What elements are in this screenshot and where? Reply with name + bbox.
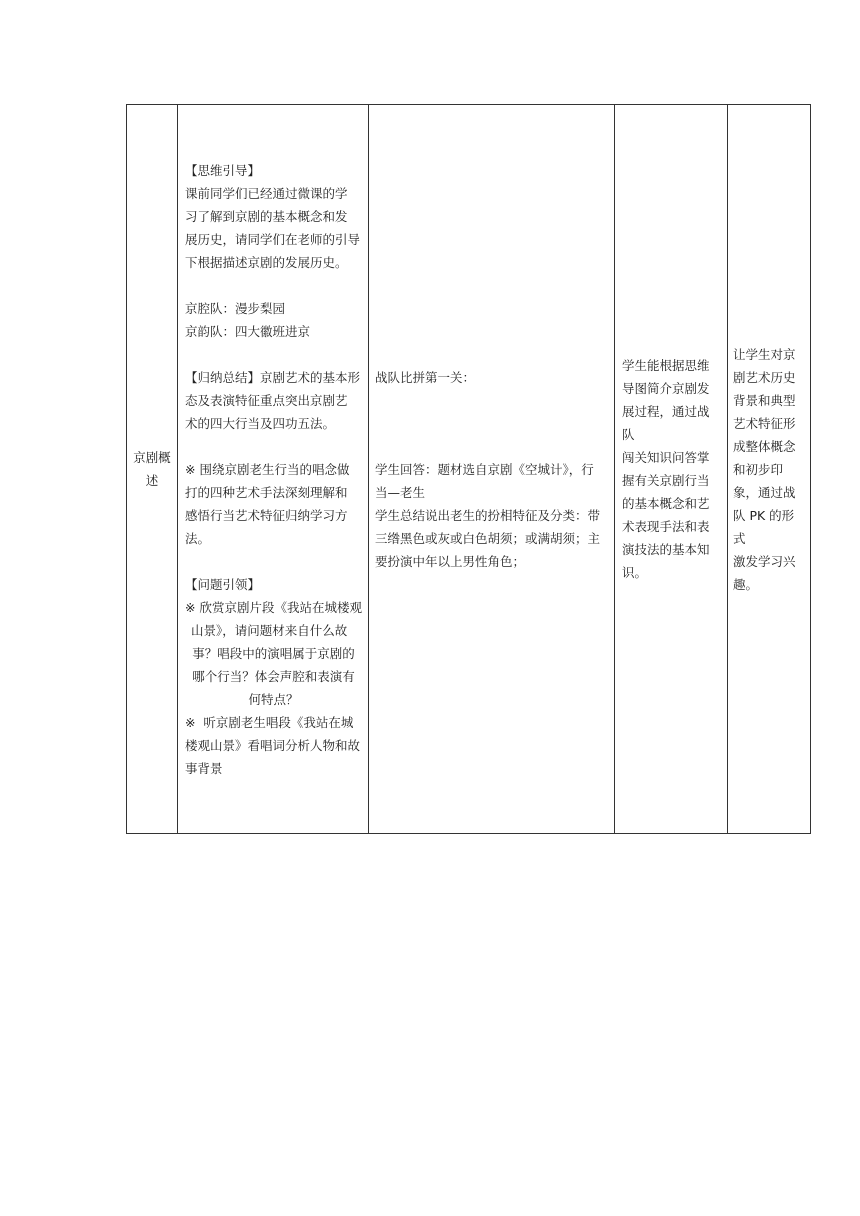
effect-line: 的基本概念和艺 [622,496,710,511]
effect-line: 术表现手法和表 [622,519,710,534]
summary-line: 态及表演特征重点突出京剧艺 [185,392,348,408]
battle-line: 战队比拼第一关： [375,369,476,385]
guide-heading: 【思维引导】 [185,162,261,178]
intent-line: 队 PK 的形式 [733,507,795,546]
spacer [185,274,362,297]
effect-line: 导图简介京剧发 [622,381,710,396]
question-line: 哪个行当？体会声腔和表演有 [192,668,355,684]
spacer [185,435,362,458]
listen-line: ※ 听京剧老生唱段《我站在城 [185,714,354,730]
note-line: ※ 围绕京剧老生行当的唱念做 [185,461,350,477]
answer-line: 当—老生 [375,484,426,500]
note-line: 打的四种艺术手法深刻理解和 [185,484,348,500]
note-line: 感悟行当艺术特征归纳学习方 [185,507,348,523]
listen-line: 楼观山景》看唱词分析人物和故 [185,737,361,753]
intent-line: 成整体概念 [733,438,796,454]
summary-line: 【归纳总结】京剧艺术的基本形 [185,369,361,385]
effect-line: 闯关知识问答掌 [622,450,710,465]
spacer [185,550,362,573]
guide-line: 课前同学们已经通过微课的学 [185,185,348,201]
effect-line: 识。 [622,565,648,580]
student-activity-cell [369,105,615,834]
spacer [375,435,609,458]
guide-line: 展历史，请同学们在老师的引导 [185,231,361,247]
answer-line: 三绺黑色或灰或白色胡须；或满胡须；主 [375,530,601,546]
question-line: 事？唱段中的演唱属于京剧的 [192,645,355,661]
effect-line: 展过程，通过战队 [622,404,710,442]
intent-cell [728,105,811,834]
question-heading: 【问题引领】 [185,576,261,592]
intent-line: 艺术特征形 [733,415,796,431]
effect-line: 握有关京剧行当 [622,473,710,488]
intent-line: 趣。 [733,576,759,592]
question-line: ※ 欣赏京剧片段《我站在城楼观 [185,599,362,615]
answer-line: 要扮演中年以上男性角色； [375,553,526,569]
intent-line: 剧艺术历史 [733,369,796,385]
topic-text-line: 京剧概 [133,450,171,465]
answer-line: 学生回答：题材选自京剧《空城计》，行 [375,461,594,477]
summary-line: 术的四大行当及四功五法。 [185,415,336,431]
effect-cell [615,105,728,834]
table-row [127,105,811,834]
topic-text-line: 述 [145,473,159,488]
intent-line: 背景和典型 [733,392,796,408]
intent-line: 象，通过战 [733,484,796,500]
spacer [185,343,362,366]
topic-cell [127,105,178,834]
question-line: 山景》，请问题材来自什么故 [191,622,348,638]
answer-line: 学生总结说出老生的扮相特征及分类：带 [375,507,601,523]
effect-line: 学生能根据思维 [622,358,710,373]
lesson-plan-table [126,104,811,834]
intent-line: 和初步印 [733,461,784,477]
spacer [375,389,609,435]
guide-line: 习了解到京剧的基本概念和发 [185,208,348,224]
intent-line: 激发学习兴 [733,553,796,569]
team-one: 京腔队：漫步梨园 [185,300,286,316]
intent-line: 让学生对京 [733,346,796,362]
teacher-activity-cell [178,105,369,834]
listen-line: 事背景 [185,760,223,776]
note-line: 法。 [185,530,211,546]
effect-line: 演技法的基本知 [622,542,710,557]
question-line: 何特点？ [248,691,299,707]
team-two: 京韵队：四大徽班进京 [185,323,311,339]
guide-line: 下根据描述京剧的发展历史。 [185,254,348,270]
